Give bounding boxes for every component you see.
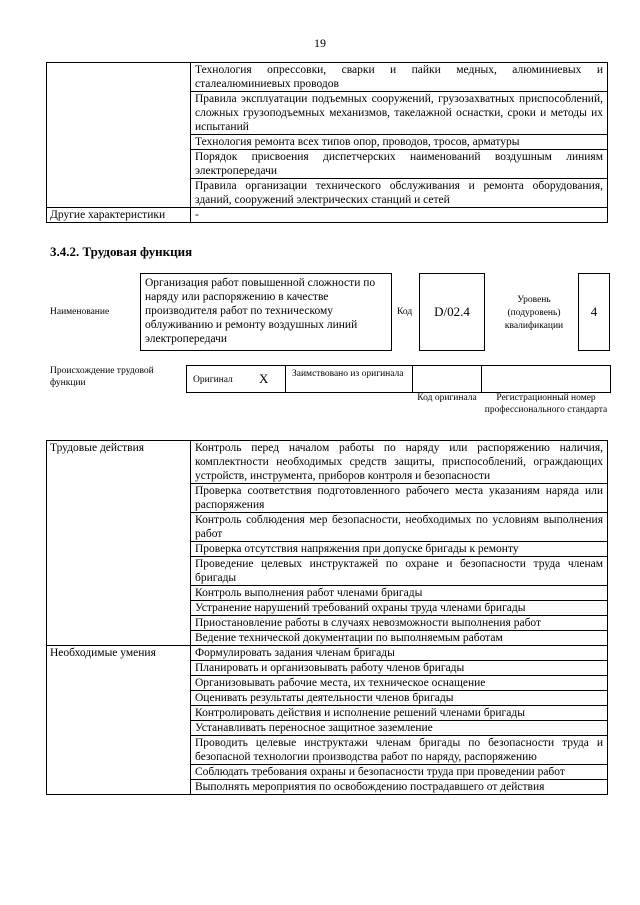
table-row — [47, 208, 608, 223]
table-cell: Оценивать результаты деятельности членов бригады — [191, 691, 608, 706]
borrowed-box — [285, 365, 413, 393]
section-heading: 3.4.2. Трудовая функция — [50, 244, 193, 259]
knowledge-table — [46, 62, 608, 223]
table-cell: Проверка отсутствия напряжения при допуске бригады к ремонту — [191, 542, 608, 557]
table-cell: Правила организации технического обслуживания и ремонта оборудования, зданий, сооружений электрических станций и сетей — [191, 179, 608, 208]
labor-actions-label: Трудовые действия — [47, 441, 191, 646]
level-value: 4 — [590, 304, 598, 319]
table-cell: Технология опрессовки, сварки и пайки медных, алюминиевых и сталеалюминиевых проводов — [191, 63, 608, 92]
reg-number-box — [481, 365, 611, 393]
code-caption: Код оригинала — [417, 393, 477, 403]
table-row — [47, 63, 608, 92]
name-value: Организация работ повышенной сложности по наряду или распоряжению в качестве производителя работ по техническому облуживанию и ремонту воздушных линий электропередачи — [145, 277, 376, 345]
table-cell-empty — [47, 63, 191, 208]
table-cell: Формулировать задания членам бригады — [191, 646, 608, 661]
code-box — [419, 273, 485, 351]
table-cell: Проведение целевых инструктажей по охране и безопасности труда членам бригады — [191, 557, 608, 586]
code-label: Код — [397, 307, 413, 317]
table-cell: Устанавливать переносное защитное заземление — [191, 721, 608, 736]
table-cell: Приостановление работы в случаях невозможности выполнения работ — [191, 616, 608, 631]
table-cell: Порядок присвоения диспетчерских наименований воздушным линиям электропередачи — [191, 150, 608, 179]
table-cell: Контролировать действия и исполнение решений членами бригады — [191, 706, 608, 721]
labor-function-table — [46, 440, 608, 795]
level-label: Уровень (подуровень) квалификации — [504, 295, 564, 331]
table-cell: Технология ремонта всех типов опор, проводов, тросов, арматуры — [191, 135, 608, 150]
table-cell: Правила эксплуатации подъемных сооружений, грузозахватных приспособлений, сложных грузоподъемных механизмов, такелажной оснастки, сроки и методы их испытаний — [191, 92, 608, 135]
table-cell: Проводить целевые инструктажи членам бригады по безопасности труда и безопасной технологии производства работ по наряду, распоряжению — [191, 736, 608, 765]
reg-caption: Регистрационный номер профессионального стандарта — [484, 393, 608, 415]
table-cell: Контроль выполнения работ членами бригады — [191, 586, 608, 601]
table-row — [47, 441, 608, 484]
name-box — [140, 273, 392, 351]
other-characteristics-label: Другие характеристики — [47, 208, 191, 223]
original-mark: X — [259, 371, 269, 386]
table-cell: Проверка соответствия подготовленного рабочего места указаниям наряда или распоряжения — [191, 484, 608, 513]
code-value: D/02.4 — [434, 304, 470, 319]
origin-code-box — [412, 365, 482, 393]
page-number: 19 — [314, 36, 326, 50]
name-label: Наименование — [50, 307, 110, 317]
table-row — [47, 646, 608, 661]
original-box — [186, 365, 286, 393]
origin-label: Происхождение трудовой функции — [50, 366, 154, 388]
table-cell: Устранение нарушений требований охраны труда членами бригады — [191, 601, 608, 616]
table-cell: Планировать и организовывать работу членов бригады — [191, 661, 608, 676]
borrowed-label: Заимствовано из оригинала — [292, 369, 404, 379]
table-cell: Контроль перед началом работы по наряду или распоряжению наличия, комплектности необходимых средств защиты, приспособлений, ограждающих устройств, инструмента, приборов контроля и безопасности — [191, 441, 608, 484]
table-cell: Соблюдать требования охраны и безопасности труда при проведении работ — [191, 765, 608, 780]
table-cell: Выполнять мероприятия по освобождению пострадавшего от действия — [191, 780, 608, 795]
table-cell: Ведение технической документации по выполняемым работам — [191, 631, 608, 646]
other-characteristics-value: - — [191, 208, 608, 223]
original-label: Оригинал — [193, 375, 233, 385]
level-box — [578, 273, 610, 351]
skills-label: Необходимые умения — [47, 646, 191, 795]
table-cell: Контроль соблюдения мер безопасности, необходимых по условиям выполнения работ — [191, 513, 608, 542]
table-cell: Организовывать рабочие места, их техническое оснащение — [191, 676, 608, 691]
